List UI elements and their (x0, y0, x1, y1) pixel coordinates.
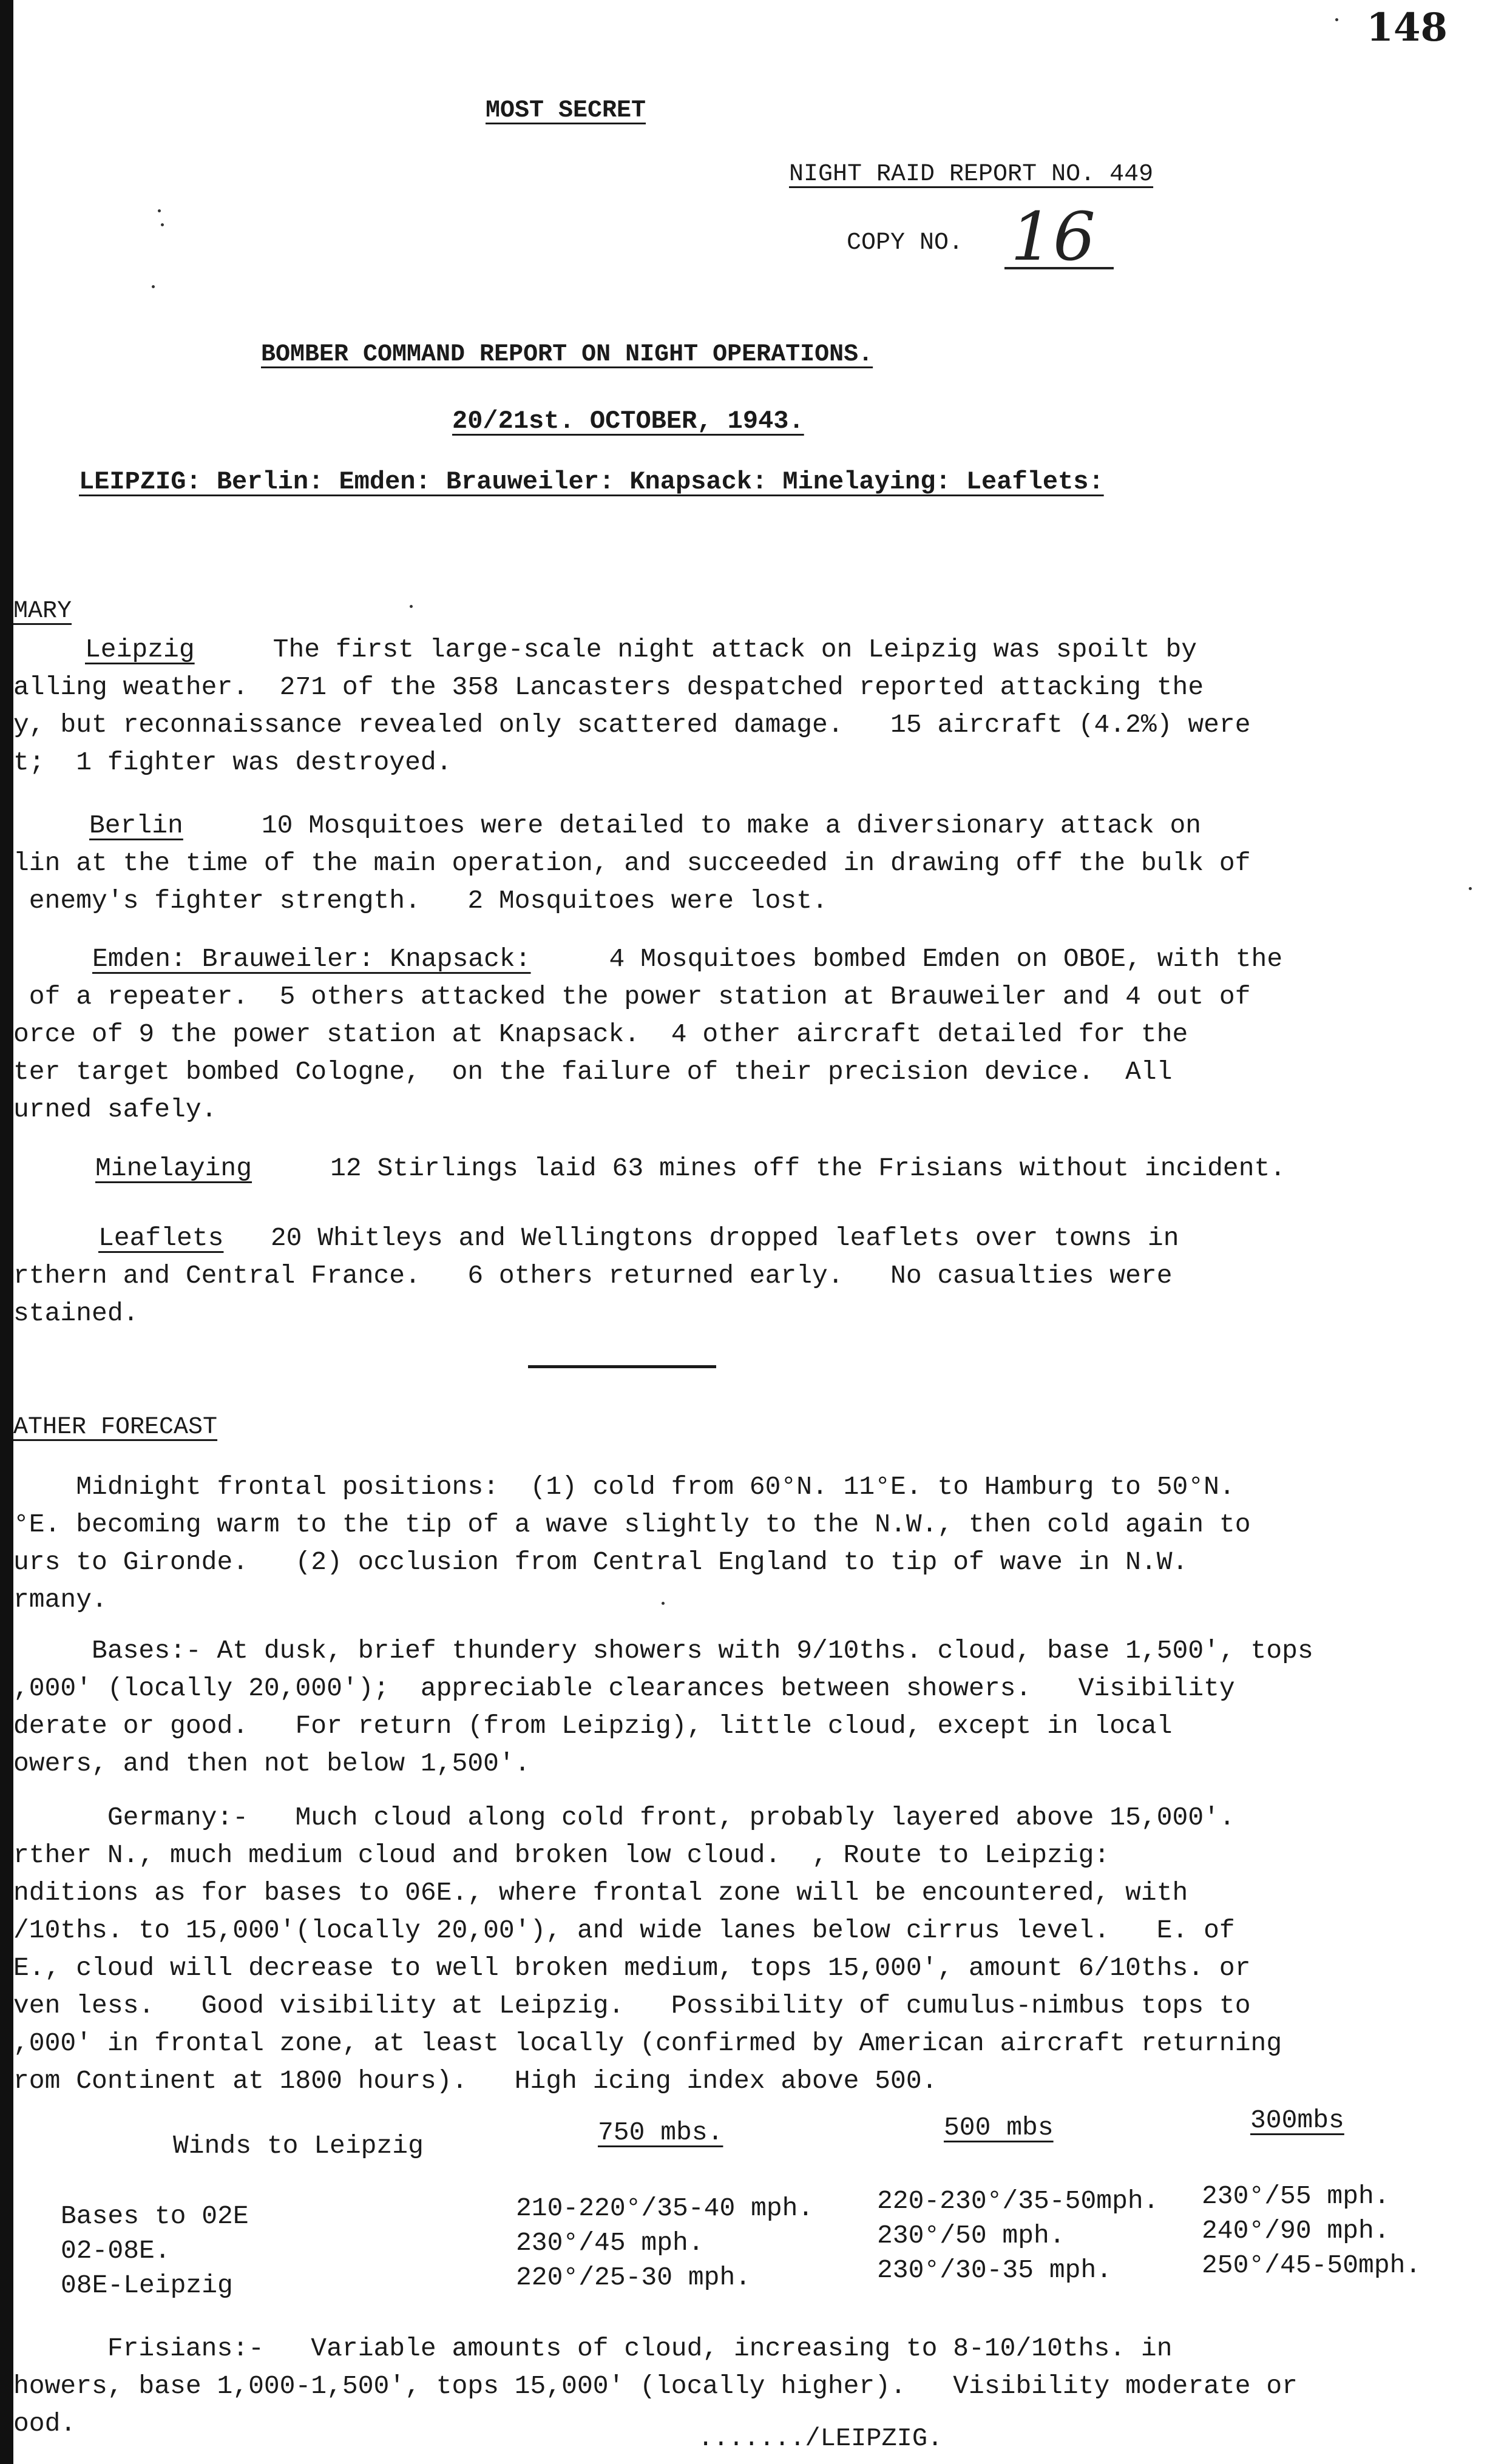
classification-marking: MOST SECRET (486, 97, 646, 124)
lead-leaflets: Leaflets (98, 1223, 224, 1253)
weather-bases: Bases:- At dusk, brief thundery showers with 9/10ths. cloud, base 1,500', tops ,000' (locally 20,000'); appreciable clearances between showers. Visibility derate or good. For return (from Leipzig), little cloud, except in local owers, and then not below 1,500'. (13, 1636, 1313, 1778)
scan-speck (1335, 18, 1338, 21)
scan-speck (152, 285, 155, 288)
scan-speck (410, 605, 413, 608)
winds-cell: 230°/30-35 mph. (877, 2255, 1112, 2285)
winds-col-500: 500 mbs (944, 2113, 1054, 2142)
summary-emden: Emden: Brauweiler: Knapsack: 4 Mosquitoes bombed Emden on OBOE, with the of a repeater. 5 others attacked the power station at Brauweiler and 4 out of orce of 9 the power station at Knapsack. 4 other aircraft detailed for the ter target bombed Cologne, on the failure of their precision device. All urned safely. (13, 944, 1283, 1124)
winds-cell: 240°/90 mph. (1202, 2216, 1390, 2246)
summary-leipzig: Leipzig The first large-scale night attack on Leipzig was spoilt by alling weather. 271 of the 358 Lancasters despatched reported attacking the y, but reconnaissance revealed only scattered damage. 15 aircraft (4.2%) were t; 1 fighter was destroyed. (13, 635, 1251, 777)
copy-number-handwritten: 16 (1004, 206, 1114, 269)
summary-heading: MARY (13, 598, 72, 625)
summary-berlin: Berlin 10 Mosquitoes were detailed to make a diversionary attack on lin at the time of the main operation, and succeeded in drawing off the bulk of enemy's fighter strength. 2 Mosquitoes were lost. (13, 811, 1251, 916)
scan-edge (0, 0, 13, 2464)
scan-speck (1469, 887, 1472, 890)
report-number: NIGHT RAID REPORT NO. 449 (789, 161, 1154, 188)
winds-row-route: 02-08E. (61, 2236, 171, 2266)
continuation-reference: ......./LEIPZIG. (698, 2424, 943, 2453)
winds-cell: 250°/45-50mph. (1202, 2250, 1421, 2280)
winds-cell: 220°/25-30 mph. (516, 2263, 751, 2292)
operation-date: 20/21st. OCTOBER, 1943. (452, 407, 804, 436)
winds-row-route: Bases to 02E (61, 2201, 249, 2231)
winds-cell: 230°/55 mph. (1202, 2181, 1390, 2211)
winds-cell: 230°/50 mph. (877, 2221, 1065, 2250)
lead-berlin: Berlin (89, 811, 183, 840)
report-title: BOMBER COMMAND REPORT ON NIGHT OPERATIONS. (261, 341, 873, 368)
winds-table-label: Winds to Leipzig (173, 2131, 424, 2161)
summary-minelaying: Minelaying 12 Stirlings laid 63 mines off the Frisians without incident. (13, 1150, 1470, 1187)
winds-col-750: 750 mbs. (598, 2118, 723, 2147)
scan-speck (662, 1602, 665, 1605)
lead-leipzig: Leipzig (85, 635, 195, 664)
winds-cell: 210-220°/35-40 mph. (516, 2193, 814, 2223)
section-divider (528, 1365, 716, 1368)
weather-frisians: Frisians:- Variable amounts of cloud, increasing to 8-10/10ths. in howers, base 1,000-1,500', tops 15,000' (locally higher). Visibility moderate or ood. (13, 2334, 1298, 2439)
winds-col-300: 300mbs (1250, 2105, 1344, 2135)
weather-germany: Germany:- Much cloud along cold front, probably layered above 15,000'. rther N., much medium cloud and broken low cloud. , Route to Leipzig: nditions as for bases to 06E., where frontal zone will be encountered, with /10ths. to 15,000'(locally 20,00'), and wide lanes below cirrus level. E. of E., cloud will decrease to well broken medium, tops 15,000', amount 6/10ths. or ven less. Good visibility at Leipzig. Possibility of cumulus-nimbus tops to ,000' in frontal zone, at least locally (confirmed by American aircraft returning rom Continent at 1800 hours). High icing index above 500. (13, 1803, 1282, 2096)
page-number: 148 (1366, 5, 1448, 50)
scan-speck (158, 209, 161, 212)
lead-emden: Emden: Brauweiler: Knapsack: (92, 944, 531, 974)
summary-leaflets: Leaflets 20 Whitleys and Wellingtons dropped leaflets over towns in rthern and Central France. 6 others returned early. No casualties were stained. (13, 1223, 1179, 1328)
lead-minelaying: Minelaying (95, 1153, 252, 1183)
weather-heading: ATHER FORECAST (13, 1414, 218, 1441)
winds-cell: 220-230°/35-50mph. (877, 2186, 1159, 2216)
winds-cell: 230°/45 mph. (516, 2228, 704, 2258)
weather-frontal-positions: Midnight frontal positions: (1) cold from 60°N. 11°E. to Hamburg to 50°N. °E. becoming warm to the tip of a wave slightly to the N.W., then cold again to urs to Gironde. (2) occlusion from Central England to tip of wave in N.W. rmany. (13, 1472, 1251, 1615)
winds-row-route: 08E-Leipzig (61, 2270, 233, 2300)
scan-speck (161, 223, 164, 226)
targets-line: LEIPZIG: Berlin: Emden: Brauweiler: Knapsack: Minelaying: Leaflets: (79, 467, 1104, 496)
copy-number-label: COPY NO. (847, 229, 964, 257)
